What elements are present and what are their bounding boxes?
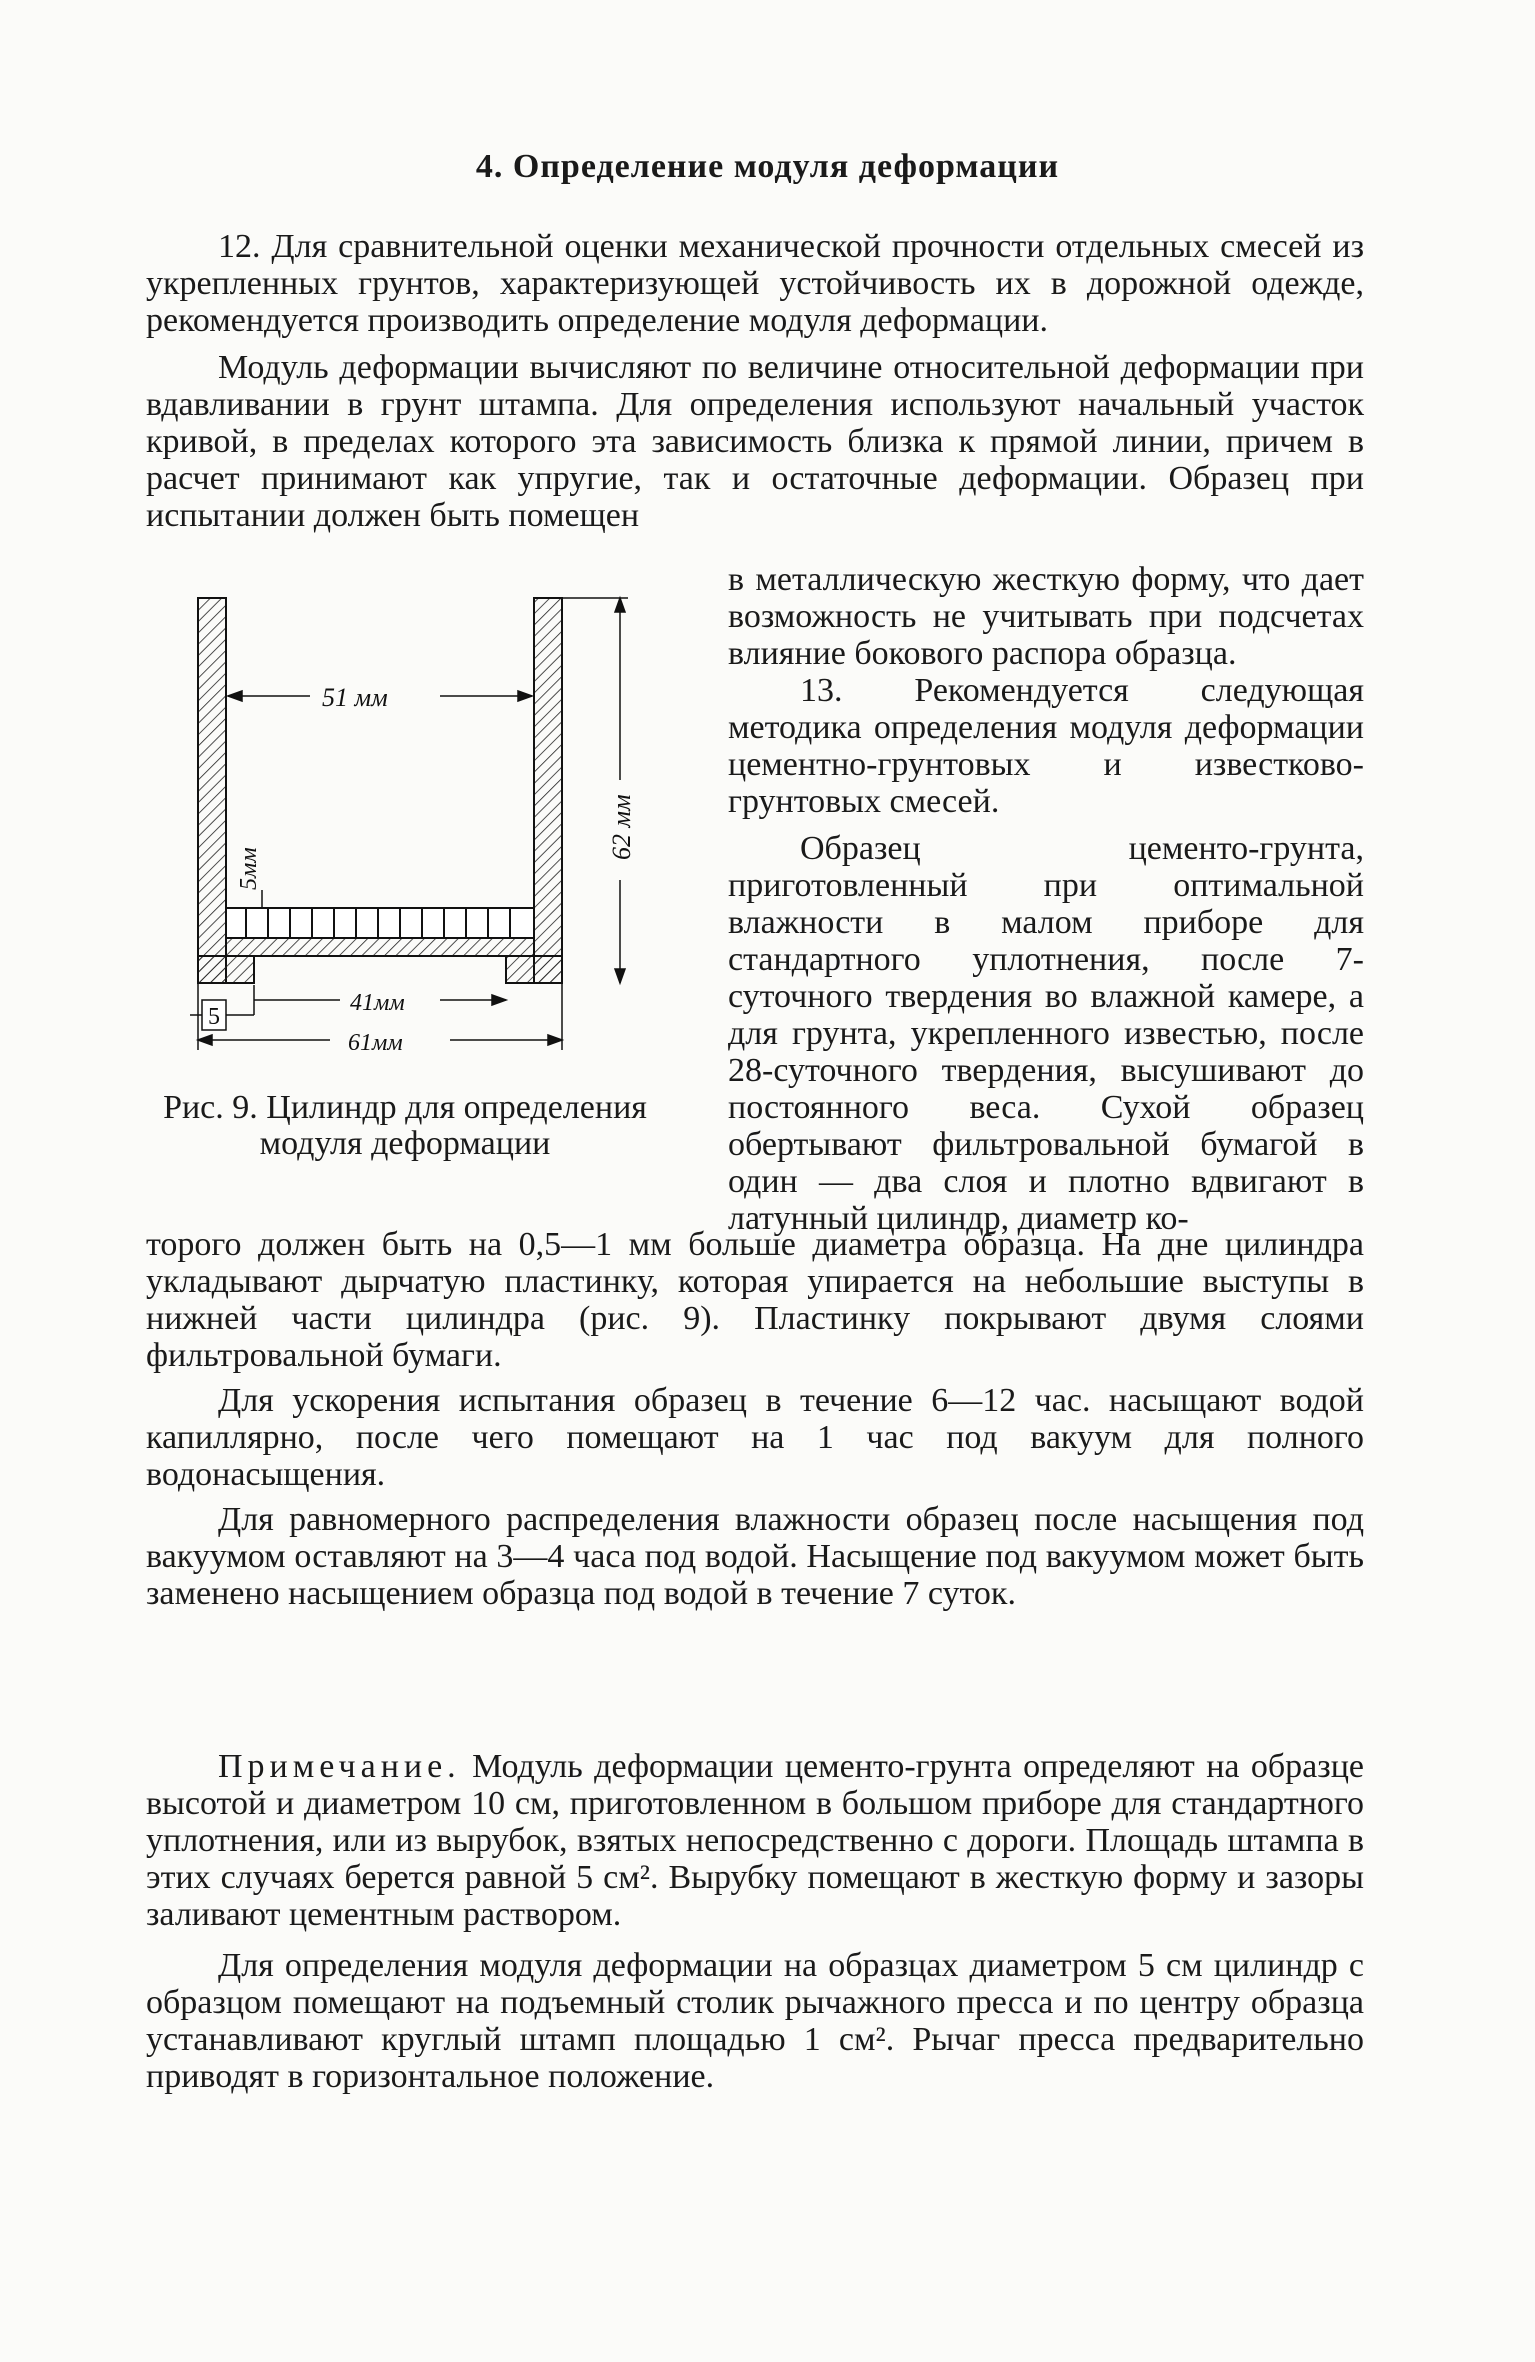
dim-outer-width-label: 61мм: [348, 1030, 403, 1056]
paragraph-modulus: Модуль деформации вычисляют по величине относительной деформации при вдавливании в грунт штампа. Для определения используют начальный участок кривой, в пределах которого эта зависимость близка к прямой линии, причем в расчет принимают как упругие, так и остаточные деформации. Образец при испытании должен быть помещен: [146, 349, 1364, 534]
top-text: [146, 228, 1364, 534]
note-block: [146, 1748, 1364, 2095]
figure-caption: Рис. 9. Цилиндр для определения модуля деформации: [163, 1089, 647, 1162]
paragraph-cylinder-continued: торого должен быть на 0,5—1 мм больше диаметра образца. На дне цилиндра укладывают дырчатую пластинку, которая упирается на небольшие выступы в нижней части цилиндра (рис. 9). Пластинку покрывают двумя слоями фильтровальной бумаги.: [146, 1226, 1364, 1374]
paragraph-uniform-moisture: Для равномерного распределения влажности образец после насыщения под вакуумом оставляют на 3—4 часа под водой. Насыщение под вакуумом может быть заменено насыщением образца под водой в течение 7 суток.: [146, 1501, 1364, 1612]
bottom-text: [146, 1226, 1364, 1612]
lower-band: [226, 938, 534, 956]
left-ledge: [198, 956, 254, 983]
dim-plate-label: 5мм: [236, 847, 262, 890]
dim-height-line: [562, 598, 628, 983]
dim-inner-width-label: 51 мм: [322, 683, 388, 712]
cylinder-right-wall: [534, 598, 562, 983]
side-column-text: [728, 561, 1364, 1237]
dim-wall-label: 5: [208, 1004, 220, 1030]
paragraph-modulus-continued: в металлическую жесткую форму, что дает возможность не учитывать при подсчетах влияние бокового распора образца.: [728, 561, 1364, 672]
note-label: Примечание.: [218, 1748, 461, 1785]
section-heading: 4. Определение модуля деформации: [475, 148, 1060, 185]
dim-bottom-inner-label: 41мм: [350, 990, 405, 1016]
paragraph-12: 12. Для сравнительной оценки механической прочности отдельных смесей из укрепленных грунтов, характеризующей устойчивость их в дорожной одежде, рекомендуется производить определение модуля деформации.: [146, 228, 1364, 339]
dim-height-label: 62 мм: [607, 794, 636, 860]
paragraph-acceleration: Для ускорения испытания образец в течение 6—12 час. насыщают водой капиллярно, после чего помещают на 1 час под вакуум для полного водонасыщения.: [146, 1382, 1364, 1493]
paragraph-sample: Образец цементо-грунта, приготовленный при оптимальной влажности в малом приборе для стандартного уплотнения, после 7-суточного твердения во влажной камере, а для грунта, укрепленного известью, после 28-суточного твердения, высушивают до постоянного веса. Сухой образец обертывают фильтровальной бумагой в один — два слоя и плотно вдвигают в латунный цилиндр, диаметр ко-: [728, 830, 1364, 1237]
note-text: Модуль деформации цементо-грунта определяют на образце высотой и диаметром 10 см, приготовленном в большом приборе для стандартного уплотнения, или из вырубок, взятых непосредственно с дороги. Площадь штампа в этих случаях берется равной 5 см². Вырубку помещают в жесткую форму и зазоры заливают цементным раствором.: [146, 1748, 1364, 1933]
right-ledge: [506, 956, 562, 983]
cylinder-diagram: [150, 590, 670, 1060]
cylinder-left-wall: [198, 598, 226, 983]
paragraph-13: 13. Рекомендуется следующая методика определения модуля деформации цементно-грунтовых и известково-грунтовых смесей.: [728, 672, 1364, 820]
paragraph-5cm-samples: Для определения модуля деформации на образцах диаметром 5 см цилиндр с образцом помещают на подъемный столик рычажного пресса и по центру образца устанавливают круглый штамп площадью 1 см². Рычаг пресса предварительно приводят в горизонтальное положение.: [146, 1947, 1364, 2095]
